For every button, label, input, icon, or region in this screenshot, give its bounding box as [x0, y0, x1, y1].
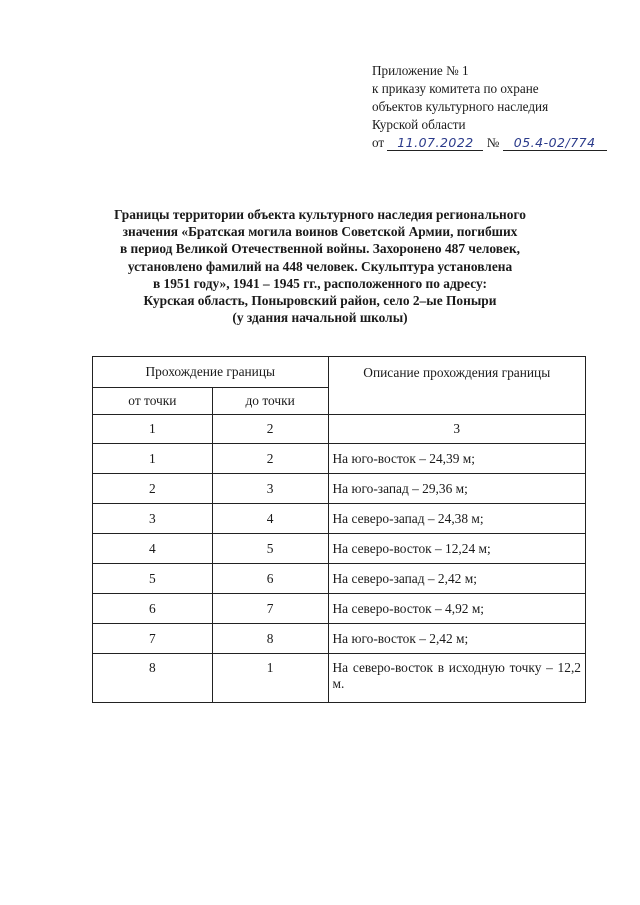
boundary-table [92, 356, 586, 703]
description-cell: На северо-запад – 24,38 м; [328, 504, 585, 534]
to-point-cell: 1 [212, 654, 328, 703]
title-line: в период Великой Отечественной войны. Захоронено 487 человек, [119, 241, 521, 257]
title-line: Границы территории объекта культурного наследия регионального [114, 207, 526, 222]
from-point-cell: 2 [93, 474, 213, 504]
document-title [60, 206, 580, 326]
header-boundary-passage: Прохождение границы [93, 357, 329, 388]
number-label: № [486, 135, 500, 150]
description-cell: На северо-восток – 4,92 м; [328, 594, 585, 624]
table-row [93, 654, 586, 703]
from-point-cell: 4 [93, 534, 213, 564]
title-line: (у здания начальной школы) [232, 310, 408, 326]
description-cell: На северо-восток в исходную точку – 12,2 м. [328, 654, 585, 703]
appendix-line-4: Курской области [372, 117, 466, 132]
title-line: значения «Братская могила воинов Советской Армии, погибших [122, 224, 518, 240]
table-row [93, 504, 586, 534]
appendix-line-3: объектов культурного наследия [372, 99, 549, 114]
from-point-cell: 1 [93, 444, 213, 474]
order-reference [372, 134, 632, 152]
to-point-cell: 4 [212, 504, 328, 534]
table-row [93, 474, 586, 504]
appendix-line-1: Приложение № 1 [372, 63, 469, 78]
table-row [93, 564, 586, 594]
to-point-cell: 7 [212, 594, 328, 624]
from-point-cell: 6 [93, 594, 213, 624]
header-from-point: от точки [93, 388, 213, 415]
order-number: 05.4-02/774 [503, 136, 607, 151]
to-point-cell: 6 [212, 564, 328, 594]
column-number: 1 [93, 415, 213, 444]
description-cell: На юго-восток – 2,42 м; [328, 624, 585, 654]
title-line: в 1951 году», 1941 – 1945 гг., расположенного по адресу: [152, 275, 488, 291]
table-row [93, 624, 586, 654]
column-number: 2 [212, 415, 328, 444]
table-row [93, 444, 586, 474]
appendix-line-2: к приказу комитета по охране [372, 81, 539, 96]
to-point-cell: 3 [212, 474, 328, 504]
title-line: Курская область, Поныровский район, село 2–ые Поныри [143, 293, 497, 309]
to-point-cell: 2 [212, 444, 328, 474]
description-cell: На юго-запад – 29,36 м; [328, 474, 585, 504]
description-cell: На северо-восток – 12,24 м; [328, 534, 585, 564]
table-row [93, 534, 586, 564]
table-row [93, 594, 586, 624]
from-point-cell: 5 [93, 564, 213, 594]
to-point-cell: 5 [212, 534, 328, 564]
from-point-cell: 3 [93, 504, 213, 534]
header-description: Описание прохождения границы [328, 357, 585, 415]
column-number: 3 [328, 415, 585, 444]
table-header-row [93, 357, 586, 388]
title-line: установлено фамилий на 448 человек. Скульптура установлена [127, 258, 513, 274]
from-point-cell: 7 [93, 624, 213, 654]
from-point-cell: 8 [93, 654, 213, 703]
header-to-point: до точки [212, 388, 328, 415]
order-date: 11.07.2022 [387, 136, 483, 151]
description-cell: На северо-запад – 2,42 м; [328, 564, 585, 594]
from-label: от [372, 135, 385, 150]
appendix-header [372, 62, 632, 152]
to-point-cell: 8 [212, 624, 328, 654]
column-number-row [93, 415, 586, 444]
description-cell: На юго-восток – 24,39 м; [328, 444, 585, 474]
